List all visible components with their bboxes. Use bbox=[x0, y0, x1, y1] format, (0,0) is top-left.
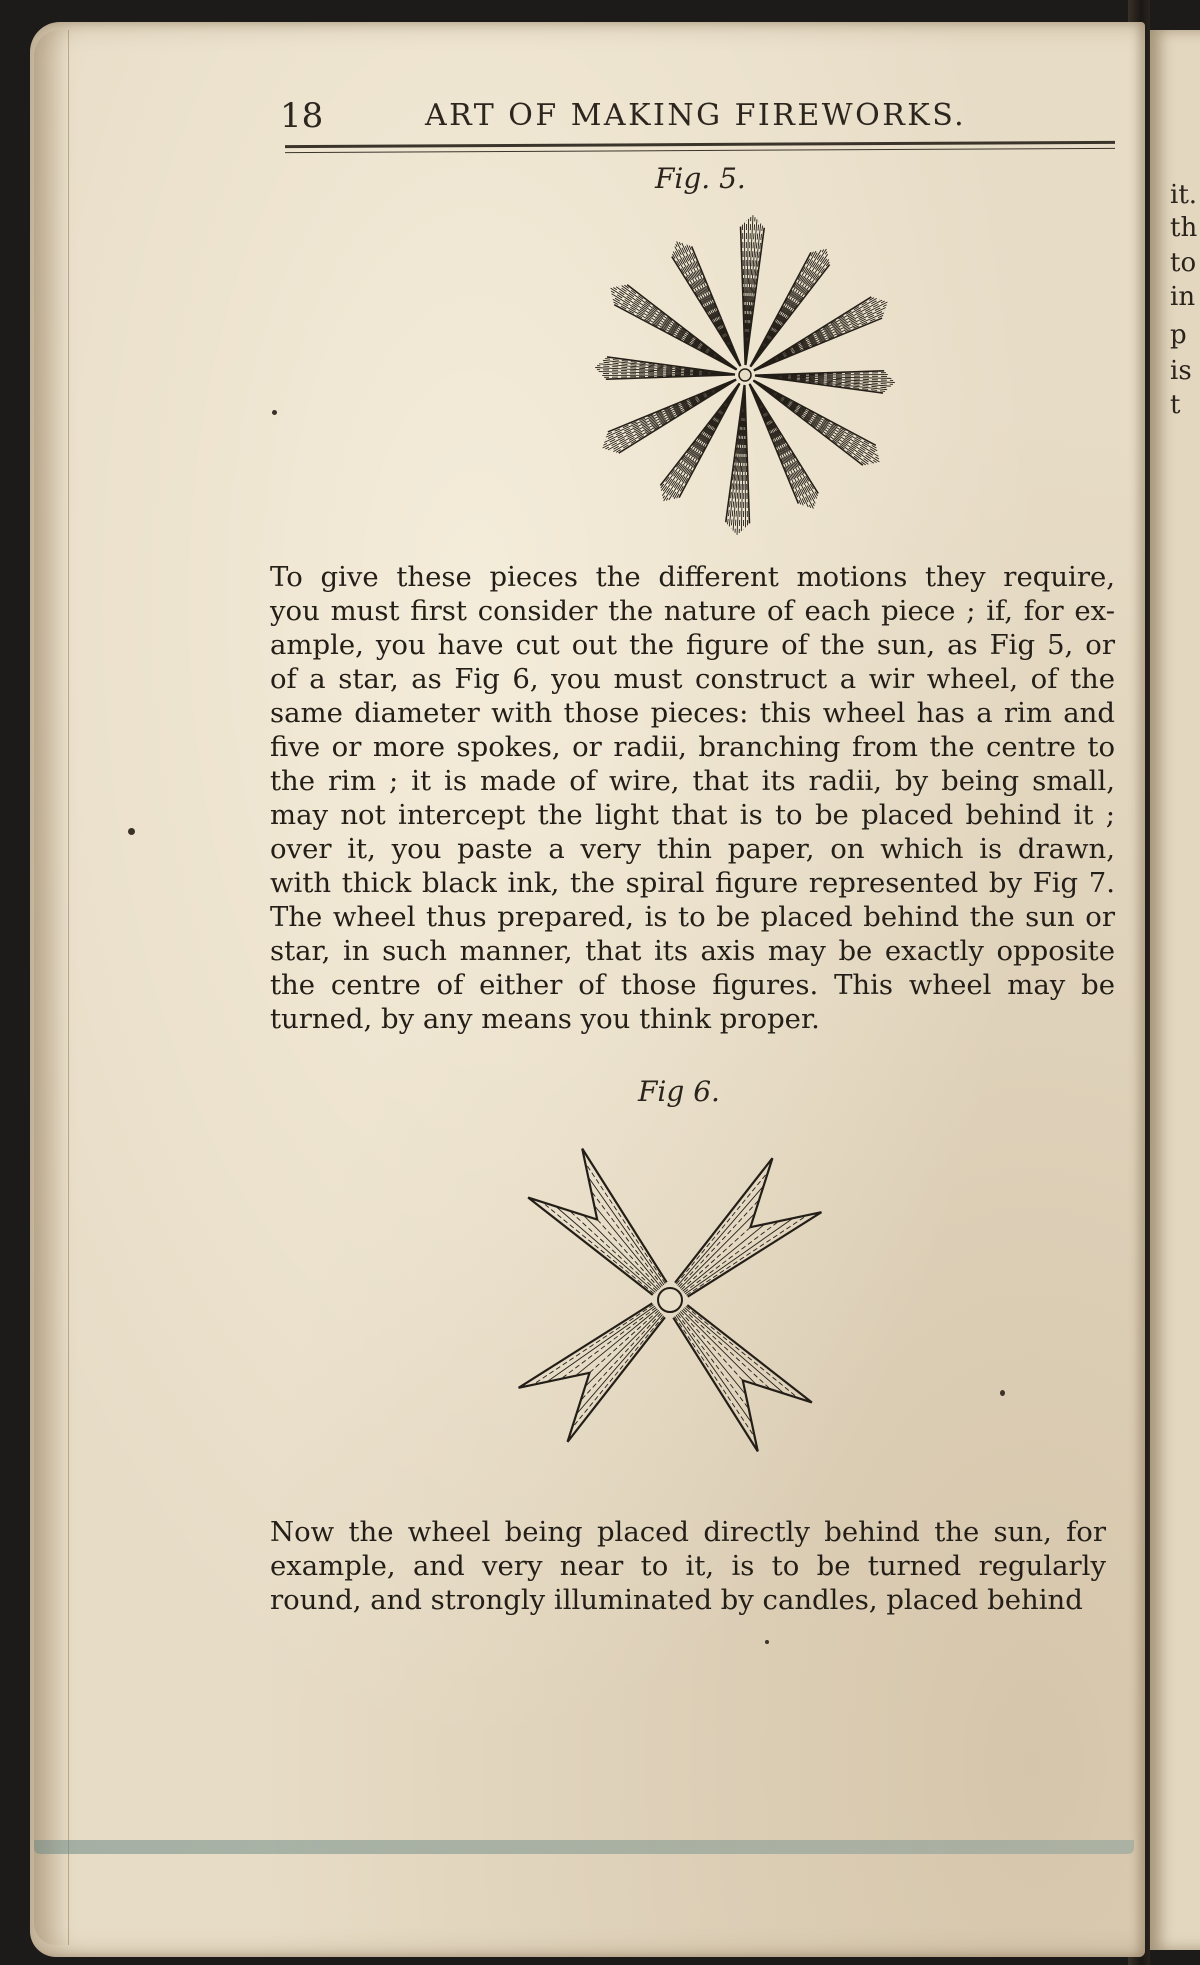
facing-page-fragment: it. bbox=[1170, 180, 1198, 210]
text-line: the centre of either of those figures. This wheel may be bbox=[270, 969, 1115, 1001]
facing-page-fragment: th bbox=[1170, 213, 1198, 243]
ink-speck bbox=[128, 828, 135, 835]
text-line: To give these pieces the different motions they require, bbox=[270, 561, 1115, 593]
text-line: example, and very near to it, is to be turned regularly bbox=[270, 1550, 1106, 1582]
star-center bbox=[658, 1288, 682, 1312]
sun-ray bbox=[726, 385, 750, 535]
text-line: Now the wheel being placed directly behind the sun, for bbox=[270, 1516, 1106, 1548]
facing-page-fragment: in bbox=[1170, 282, 1196, 312]
paragraph-2 bbox=[270, 1515, 1106, 1617]
ink-speck bbox=[272, 410, 277, 415]
page-number: 18 bbox=[280, 96, 324, 136]
star-arm bbox=[519, 1303, 665, 1442]
text-line: turned, by any means you think proper. bbox=[270, 1003, 820, 1035]
ink-speck bbox=[765, 1640, 769, 1644]
text-line: round, and strongly illuminated by candles, placed behind bbox=[270, 1584, 1083, 1616]
text-line: ample, you have cut out the figure of the sun, as Fig 5, or bbox=[270, 629, 1115, 661]
text-line: the rim ; it is made of wire, that its radii, by being small, bbox=[270, 765, 1115, 797]
text-line: you must first consider the nature of each piece ; if, for ex- bbox=[270, 595, 1115, 627]
text-line: may not intercept the light that is to be placed behind it ; bbox=[270, 799, 1115, 831]
sun-center bbox=[739, 369, 751, 381]
facing-page-edge bbox=[1150, 30, 1200, 1950]
text-line: with thick black ink, the spiral figure represented by Fig 7. bbox=[270, 867, 1115, 899]
facing-page-fragment: p bbox=[1170, 320, 1187, 350]
figure-5-caption: Fig. 5. bbox=[655, 162, 746, 195]
figure-6-caption: Fig 6. bbox=[638, 1075, 720, 1108]
page-header bbox=[280, 96, 1110, 140]
ink-speck bbox=[1000, 1390, 1005, 1396]
star-arm bbox=[673, 1305, 812, 1451]
facing-page-fragment: is bbox=[1170, 356, 1192, 386]
sun-ray bbox=[595, 357, 735, 379]
sun-ray bbox=[741, 215, 765, 365]
page-stack-edge bbox=[34, 30, 69, 1945]
star-figure-6 bbox=[475, 1115, 865, 1485]
facing-page-fragment: to bbox=[1170, 248, 1197, 278]
sun-ray bbox=[755, 371, 895, 393]
star-arm bbox=[528, 1149, 667, 1295]
text-line: over it, you paste a very thin paper, on which is drawn, bbox=[270, 833, 1115, 865]
running-head: ART OF MAKING FIREWORKS. bbox=[425, 98, 967, 133]
text-line: of a star, as Fig 6, you must construct a wir wheel, of the bbox=[270, 663, 1115, 695]
sun-figure-5 bbox=[515, 195, 975, 555]
cover-edge bbox=[34, 1840, 1134, 1854]
text-line: five or more spokes, or radii, branching from the centre to bbox=[270, 731, 1115, 763]
text-line: same diameter with those pieces: this wheel has a rim and bbox=[270, 697, 1115, 729]
star-arm bbox=[675, 1158, 821, 1297]
paragraph-1 bbox=[270, 560, 1115, 1036]
facing-page-fragment: t bbox=[1170, 390, 1181, 420]
text-line: star, in such manner, that its axis may be exactly opposite bbox=[270, 935, 1115, 967]
text-line: The wheel thus prepared, is to be placed behind the sun or bbox=[270, 901, 1115, 933]
